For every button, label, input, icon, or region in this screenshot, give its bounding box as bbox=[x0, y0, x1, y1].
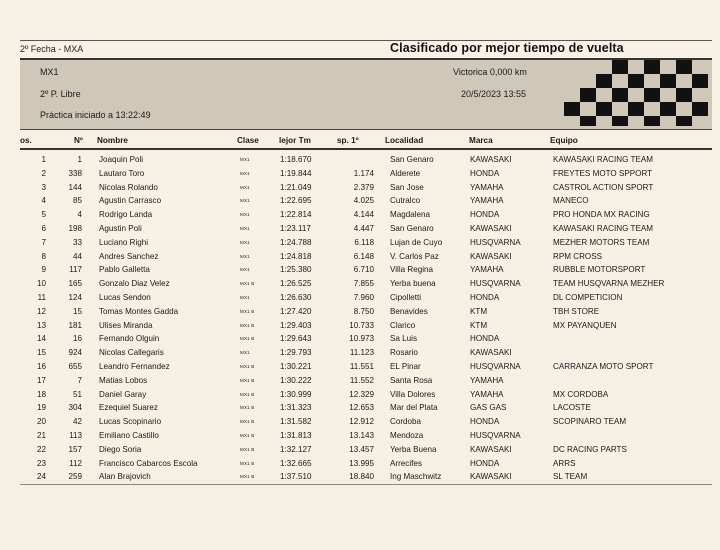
cell-best: 1:24.788 bbox=[280, 237, 312, 247]
event-label: 2º Fecha - MXA bbox=[20, 44, 84, 54]
cell-gap: 8.750 bbox=[353, 306, 374, 316]
cell-gap: 6.148 bbox=[353, 251, 374, 261]
cell-name: Emiliano Castillo bbox=[99, 431, 159, 440]
cell-num: 655 bbox=[68, 362, 82, 371]
table-row bbox=[20, 415, 712, 429]
cell-brand: YAMAHA bbox=[470, 375, 504, 385]
table-row bbox=[20, 222, 712, 236]
cell-gap: 1.174 bbox=[353, 168, 374, 178]
cell-locality: Cordoba bbox=[390, 417, 422, 427]
cell-num: 124 bbox=[68, 293, 82, 302]
checkered-flag-icon bbox=[548, 60, 712, 126]
header-gap: sp. 1º bbox=[337, 136, 359, 145]
cell-name: Fernando Olguin bbox=[99, 334, 160, 344]
cell-best: 1:31.813 bbox=[280, 431, 312, 440]
table-row bbox=[20, 388, 712, 402]
cell-best: 1:23.117 bbox=[280, 224, 311, 233]
cell-pos: 5 bbox=[41, 210, 46, 220]
cell-best: 1:30.221 bbox=[280, 362, 312, 371]
cell-name: Daniel Garay bbox=[99, 389, 147, 399]
cell-name: Ulises Miranda bbox=[99, 320, 153, 330]
cell-pos: 18 bbox=[36, 389, 46, 399]
datetime-label: 20/5/2023 13:55 bbox=[461, 89, 527, 99]
cell-num: 198 bbox=[68, 224, 82, 233]
cell-brand: HUSQVARNA bbox=[470, 279, 521, 289]
cell-best: 1:29.793 bbox=[280, 348, 312, 358]
cell-pos: 22 bbox=[36, 444, 46, 454]
cell-name: Matias Lobos bbox=[99, 375, 148, 385]
cell-name: Nicolas Callegaris bbox=[99, 348, 164, 358]
cell-team: PRO HONDA MX RACING bbox=[553, 210, 650, 220]
cell-pos: 1 bbox=[41, 155, 46, 164]
cell-team: DL COMPETICION bbox=[553, 293, 623, 302]
cell-clase: MX1 bbox=[240, 226, 250, 231]
table-row bbox=[20, 181, 712, 195]
cell-num: 113 bbox=[69, 431, 82, 440]
cell-gap: 10.973 bbox=[349, 334, 374, 344]
cell-team: TEAM HUSQVARNA MEZHER bbox=[553, 279, 665, 289]
cell-clase: MX1 bbox=[240, 350, 250, 356]
flag-square bbox=[580, 116, 596, 126]
cell-pos: 12 bbox=[36, 306, 46, 316]
cell-clase: MX1 bbox=[240, 157, 250, 162]
cell-clase: MX1 B bbox=[240, 433, 255, 438]
cell-num: 924 bbox=[68, 348, 82, 358]
cell-team: KAWASAKI RACING TEAM bbox=[553, 155, 653, 164]
cell-gap: 2.379 bbox=[353, 182, 374, 192]
cell-locality: Cutralco bbox=[390, 196, 421, 206]
table-row bbox=[20, 360, 712, 374]
cell-num: 157 bbox=[68, 444, 82, 454]
cell-locality: Alderete bbox=[390, 168, 421, 178]
cell-brand: KAWASAKI bbox=[470, 155, 512, 164]
cell-gap: 13.143 bbox=[349, 431, 374, 440]
cell-brand: KAWASAKI bbox=[470, 348, 512, 358]
cell-gap: 4.447 bbox=[353, 224, 374, 233]
cell-locality: Yerba buena bbox=[390, 279, 436, 289]
cell-brand: KAWASAKI bbox=[470, 251, 512, 261]
header-brand: Marca bbox=[469, 136, 493, 145]
cell-gap: 6.710 bbox=[353, 265, 374, 275]
table-row bbox=[20, 236, 712, 250]
flag-square bbox=[644, 60, 660, 74]
cell-name: Agustin Poli bbox=[99, 224, 142, 233]
cell-locality: Rosario bbox=[390, 348, 418, 358]
cell-name: Lucas Scopinario bbox=[99, 417, 162, 427]
table-row bbox=[20, 470, 712, 484]
cell-name: Diego Soria bbox=[99, 444, 142, 454]
cell-locality: Benavides bbox=[390, 306, 428, 316]
cell-brand: HONDA bbox=[470, 293, 500, 302]
cell-pos: 23 bbox=[36, 458, 46, 468]
flag-square bbox=[692, 102, 708, 116]
cell-brand: HONDA bbox=[470, 168, 500, 178]
cell-gap: 6.118 bbox=[354, 237, 374, 247]
cell-pos: 21 bbox=[36, 431, 46, 440]
cell-num: 259 bbox=[68, 472, 82, 482]
cell-team: MANECO bbox=[553, 196, 589, 206]
cell-gap: 12.653 bbox=[349, 403, 374, 413]
cell-best: 1:22.814 bbox=[280, 210, 312, 220]
cell-brand: HONDA bbox=[470, 458, 500, 468]
cell-pos: 4 bbox=[41, 196, 46, 206]
category-label: MX1 bbox=[40, 67, 59, 77]
cell-clase: MX1 B bbox=[240, 377, 255, 383]
header-rule bbox=[20, 148, 712, 150]
bottom-rule bbox=[20, 484, 712, 485]
flag-square bbox=[644, 116, 660, 126]
cell-gap: 4.144 bbox=[353, 210, 374, 220]
cell-locality: V. Carlos Paz bbox=[390, 251, 439, 261]
cell-team: CARRANZA MOTO SPORT bbox=[553, 362, 654, 371]
cell-best: 1:26.630 bbox=[280, 293, 312, 302]
cell-team: DC RACING PARTS bbox=[553, 444, 627, 454]
table-row bbox=[20, 250, 712, 264]
cell-name: Andres Sanchez bbox=[99, 251, 159, 261]
cell-name: Agustin Carrasco bbox=[99, 196, 162, 206]
cell-clase: MX1 B bbox=[240, 460, 255, 466]
table-row bbox=[20, 305, 712, 319]
header-pos: os. bbox=[20, 136, 32, 145]
cell-best: 1:18.670 bbox=[280, 155, 312, 164]
cell-gap: 12.912 bbox=[349, 417, 374, 427]
table-row bbox=[20, 429, 712, 443]
table-row bbox=[20, 208, 712, 222]
cell-clase: MX1 bbox=[240, 267, 250, 273]
cell-pos: 13 bbox=[36, 320, 46, 330]
cell-locality: San Jose bbox=[390, 182, 424, 192]
cell-num: 4 bbox=[77, 210, 82, 220]
cell-gap: 7.855 bbox=[353, 279, 374, 289]
cell-best: 1:29.403 bbox=[280, 320, 312, 330]
cell-pos: 10 bbox=[36, 279, 46, 289]
cell-gap: 10.733 bbox=[349, 320, 374, 330]
cell-brand: YAMAHA bbox=[470, 182, 504, 192]
cell-brand: KAWASAKI bbox=[470, 224, 512, 233]
cell-num: 7 bbox=[77, 375, 82, 385]
cell-clase: MX1 B bbox=[240, 308, 255, 314]
table-row bbox=[20, 401, 712, 415]
cell-name: Joaquin Poli bbox=[99, 155, 144, 164]
cell-gap: 11.552 bbox=[349, 375, 374, 385]
header-clase: Clase bbox=[237, 136, 259, 145]
cell-clase: MX1 bbox=[240, 170, 250, 176]
cell-best: 1:30.222 bbox=[280, 375, 312, 385]
table-row bbox=[20, 332, 712, 346]
cell-num: 144 bbox=[68, 182, 82, 192]
cell-clase: MX1 B bbox=[240, 391, 255, 397]
cell-locality: Arrecifes bbox=[390, 458, 422, 468]
cell-num: 112 bbox=[69, 458, 82, 468]
cell-best: 1:27.420 bbox=[280, 306, 312, 316]
cell-best: 1:21.049 bbox=[280, 182, 312, 192]
cell-pos: 2 bbox=[41, 168, 46, 178]
flag-square bbox=[628, 74, 644, 88]
cell-brand: HUSQVARNA bbox=[470, 362, 521, 371]
venue-label: Victorica 0,000 km bbox=[453, 67, 527, 77]
cell-team: SCOPINARO TEAM bbox=[553, 417, 627, 427]
cell-name: Ezequiel Suarez bbox=[99, 403, 158, 413]
cell-locality: Villa Dolores bbox=[390, 389, 436, 399]
cell-best: 1:26.525 bbox=[280, 279, 312, 289]
cell-clase: MX1 B bbox=[240, 446, 255, 452]
cell-locality: Villa Regina bbox=[390, 265, 434, 275]
cell-pos: 11 bbox=[37, 293, 46, 302]
flag-square bbox=[596, 102, 612, 116]
cell-clase: MX1 bbox=[240, 198, 250, 204]
cell-clase: MX1 B bbox=[240, 322, 255, 328]
cell-team: ARRS bbox=[553, 458, 576, 468]
cell-best: 1:25.380 bbox=[280, 265, 312, 275]
flag-square bbox=[612, 60, 628, 74]
cell-pos: 9 bbox=[41, 265, 46, 275]
cell-name: Lucas Sendon bbox=[99, 293, 151, 302]
cell-gap: 4.025 bbox=[353, 196, 374, 206]
cell-clase: MX1 bbox=[240, 295, 250, 300]
cell-clase: MX1 bbox=[240, 184, 250, 190]
cell-best: 1:31.582 bbox=[280, 417, 312, 427]
cell-gap: 11.123 bbox=[349, 348, 374, 358]
cell-team: MX CORDOBA bbox=[553, 389, 609, 399]
header-best: lejor Tm bbox=[279, 136, 311, 145]
flag-square bbox=[692, 74, 708, 88]
cell-name: Tomas Montes Gadda bbox=[99, 306, 179, 316]
cell-name: Leandro Fernandez bbox=[99, 362, 170, 371]
table-row bbox=[20, 291, 712, 305]
cell-name: Pablo Galletta bbox=[99, 265, 150, 275]
flag-square bbox=[628, 102, 644, 116]
cell-name: Gonzalo Diaz Velez bbox=[99, 279, 170, 289]
cell-brand: YAMAHA bbox=[470, 389, 504, 399]
cell-team: KAWASAKI RACING TEAM bbox=[553, 224, 653, 233]
cell-name: Luciano Righi bbox=[99, 237, 149, 247]
cell-locality: San Genaro bbox=[390, 155, 434, 164]
table-row bbox=[20, 263, 712, 277]
cell-locality: Mendoza bbox=[390, 431, 424, 440]
cell-num: 51 bbox=[72, 389, 82, 399]
flag-square bbox=[644, 88, 660, 102]
cell-gap: 12.329 bbox=[349, 389, 374, 399]
cell-num: 16 bbox=[72, 334, 82, 344]
table-row bbox=[20, 457, 712, 471]
flag-square bbox=[676, 88, 692, 102]
cell-clase: MX1 B bbox=[240, 364, 255, 369]
cell-pos: 15 bbox=[36, 348, 46, 358]
table-row bbox=[20, 346, 712, 360]
cell-locality: EL Pinar bbox=[390, 362, 421, 371]
cell-team: RPM CROSS bbox=[553, 251, 603, 261]
cell-clase: MX1 B bbox=[240, 419, 255, 425]
cell-pos: 6 bbox=[41, 224, 46, 233]
cell-locality: Clarico bbox=[390, 320, 416, 330]
cell-gap: 11.551 bbox=[349, 362, 374, 371]
cell-team: SL TEAM bbox=[553, 472, 588, 482]
session-start-label: Práctica iniciado a 13:22:49 bbox=[40, 110, 151, 120]
cell-clase: MX1 B bbox=[240, 474, 255, 480]
cell-name: Lautaro Toro bbox=[99, 168, 145, 178]
cell-best: 1:22.695 bbox=[280, 196, 312, 206]
header-num: Nº bbox=[74, 136, 83, 145]
flag-square bbox=[612, 88, 628, 102]
cell-num: 181 bbox=[68, 320, 82, 330]
table-row bbox=[20, 153, 712, 167]
flag-square bbox=[660, 74, 676, 88]
cell-brand: HUSQVARNA bbox=[470, 237, 521, 247]
cell-num: 165 bbox=[68, 279, 82, 289]
session-label: 2º P. Libre bbox=[40, 89, 81, 99]
header-name: Nombre bbox=[97, 136, 128, 145]
table-row bbox=[20, 374, 712, 388]
table-row bbox=[20, 277, 712, 291]
cell-name: Francisco Cabarcos Escola bbox=[99, 458, 198, 468]
cell-clase: MX1 B bbox=[240, 336, 255, 342]
cell-clase: MX1 bbox=[240, 212, 250, 218]
cell-team: LACOSTE bbox=[553, 403, 591, 413]
cell-best: 1:31.323 bbox=[280, 403, 312, 413]
cell-best: 1:32.127 bbox=[280, 444, 312, 454]
flag-square bbox=[676, 60, 692, 74]
cell-brand: KAWASAKI bbox=[470, 444, 512, 454]
cell-num: 304 bbox=[68, 403, 82, 413]
cell-locality: Lujan de Cuyo bbox=[390, 237, 443, 247]
cell-gap: 13.995 bbox=[349, 458, 374, 468]
cell-pos: 19 bbox=[36, 403, 46, 413]
cell-num: 117 bbox=[69, 265, 82, 275]
table-row bbox=[20, 319, 712, 333]
cell-num: 338 bbox=[68, 168, 82, 178]
cell-pos: 8 bbox=[41, 251, 46, 261]
cell-best: 1:19.844 bbox=[280, 168, 312, 178]
cell-num: 15 bbox=[72, 306, 82, 316]
cell-brand: YAMAHA bbox=[470, 196, 504, 206]
cell-brand: KTM bbox=[470, 306, 488, 316]
cell-best: 1:30.999 bbox=[280, 389, 312, 399]
cell-best: 1:32.665 bbox=[280, 458, 312, 468]
cell-clase: MX1 bbox=[240, 239, 250, 245]
cell-locality: San Genaro bbox=[390, 224, 434, 233]
cell-best: 1:37.510 bbox=[280, 472, 312, 482]
cell-pos: 7 bbox=[41, 237, 46, 247]
flag-square bbox=[612, 116, 628, 126]
cell-num: 1 bbox=[77, 155, 82, 164]
cell-pos: 16 bbox=[36, 362, 46, 371]
cell-brand: GAS GAS bbox=[470, 403, 507, 413]
cell-name: Alan Brajovich bbox=[99, 472, 151, 482]
cell-locality: Santa Rosa bbox=[390, 375, 433, 385]
cell-pos: 3 bbox=[41, 182, 46, 192]
cell-team: MX PAYANQUEN bbox=[553, 320, 617, 330]
cell-team: RUBBLE MOTORSPORT bbox=[553, 265, 646, 275]
cell-gap: 7.960 bbox=[353, 293, 374, 302]
cell-clase: MX1 bbox=[240, 253, 250, 259]
flag-square bbox=[660, 102, 676, 116]
cell-num: 42 bbox=[72, 417, 82, 427]
table-row bbox=[20, 194, 712, 208]
cell-brand: HONDA bbox=[470, 417, 500, 427]
cell-team: MEZHER MOTORS TEAM bbox=[553, 237, 650, 247]
cell-brand: YAMAHA bbox=[470, 265, 504, 275]
flag-square bbox=[580, 88, 596, 102]
cell-name: Nicolas Rolando bbox=[99, 182, 158, 192]
document-title: Clasificado por mejor tiempo de vuelta bbox=[390, 41, 624, 55]
cell-pos: 17 bbox=[36, 375, 46, 385]
cell-num: 44 bbox=[72, 251, 82, 261]
table-row bbox=[20, 167, 712, 181]
cell-locality: Sa Luis bbox=[390, 334, 417, 344]
cell-brand: HONDA bbox=[470, 334, 500, 344]
cell-num: 85 bbox=[72, 196, 82, 206]
cell-clase: MX1 B bbox=[240, 405, 255, 411]
flag-square bbox=[676, 116, 692, 126]
flag-square bbox=[596, 74, 612, 88]
cell-num: 33 bbox=[72, 237, 82, 247]
cell-team: FREYTES MOTO SPPORT bbox=[553, 168, 653, 178]
cell-pos: 14 bbox=[36, 334, 46, 344]
cell-gap: 18.840 bbox=[349, 472, 374, 482]
cell-locality: Mar del Plata bbox=[390, 403, 438, 413]
cell-locality: Magdalena bbox=[390, 210, 431, 220]
cell-name: Rodrigo Landa bbox=[99, 210, 153, 220]
cell-brand: HONDA bbox=[470, 210, 500, 220]
cell-pos: 20 bbox=[36, 417, 46, 427]
cell-brand: HUSQVARNA bbox=[470, 431, 521, 440]
cell-best: 1:24.818 bbox=[280, 251, 312, 261]
cell-locality: Cipolletti bbox=[390, 293, 422, 302]
cell-team: TBH STORE bbox=[553, 306, 600, 316]
flag-square bbox=[564, 102, 580, 116]
cell-best: 1:29.643 bbox=[280, 334, 312, 344]
cell-pos: 24 bbox=[36, 472, 46, 482]
header-team: Equipo bbox=[550, 136, 578, 145]
header-locality: Localidad bbox=[385, 136, 424, 145]
table-row bbox=[20, 443, 712, 457]
cell-team: CASTROL ACTION SPORT bbox=[553, 182, 654, 192]
cell-brand: KAWASAKI bbox=[470, 472, 512, 482]
cell-gap: 13.457 bbox=[349, 444, 374, 454]
cell-locality: Ing Maschwitz bbox=[390, 472, 442, 482]
cell-locality: Yerba Buena bbox=[390, 444, 437, 454]
cell-clase: MX1 B bbox=[240, 281, 255, 287]
table-header bbox=[20, 136, 712, 148]
cell-brand: KTM bbox=[470, 320, 488, 330]
